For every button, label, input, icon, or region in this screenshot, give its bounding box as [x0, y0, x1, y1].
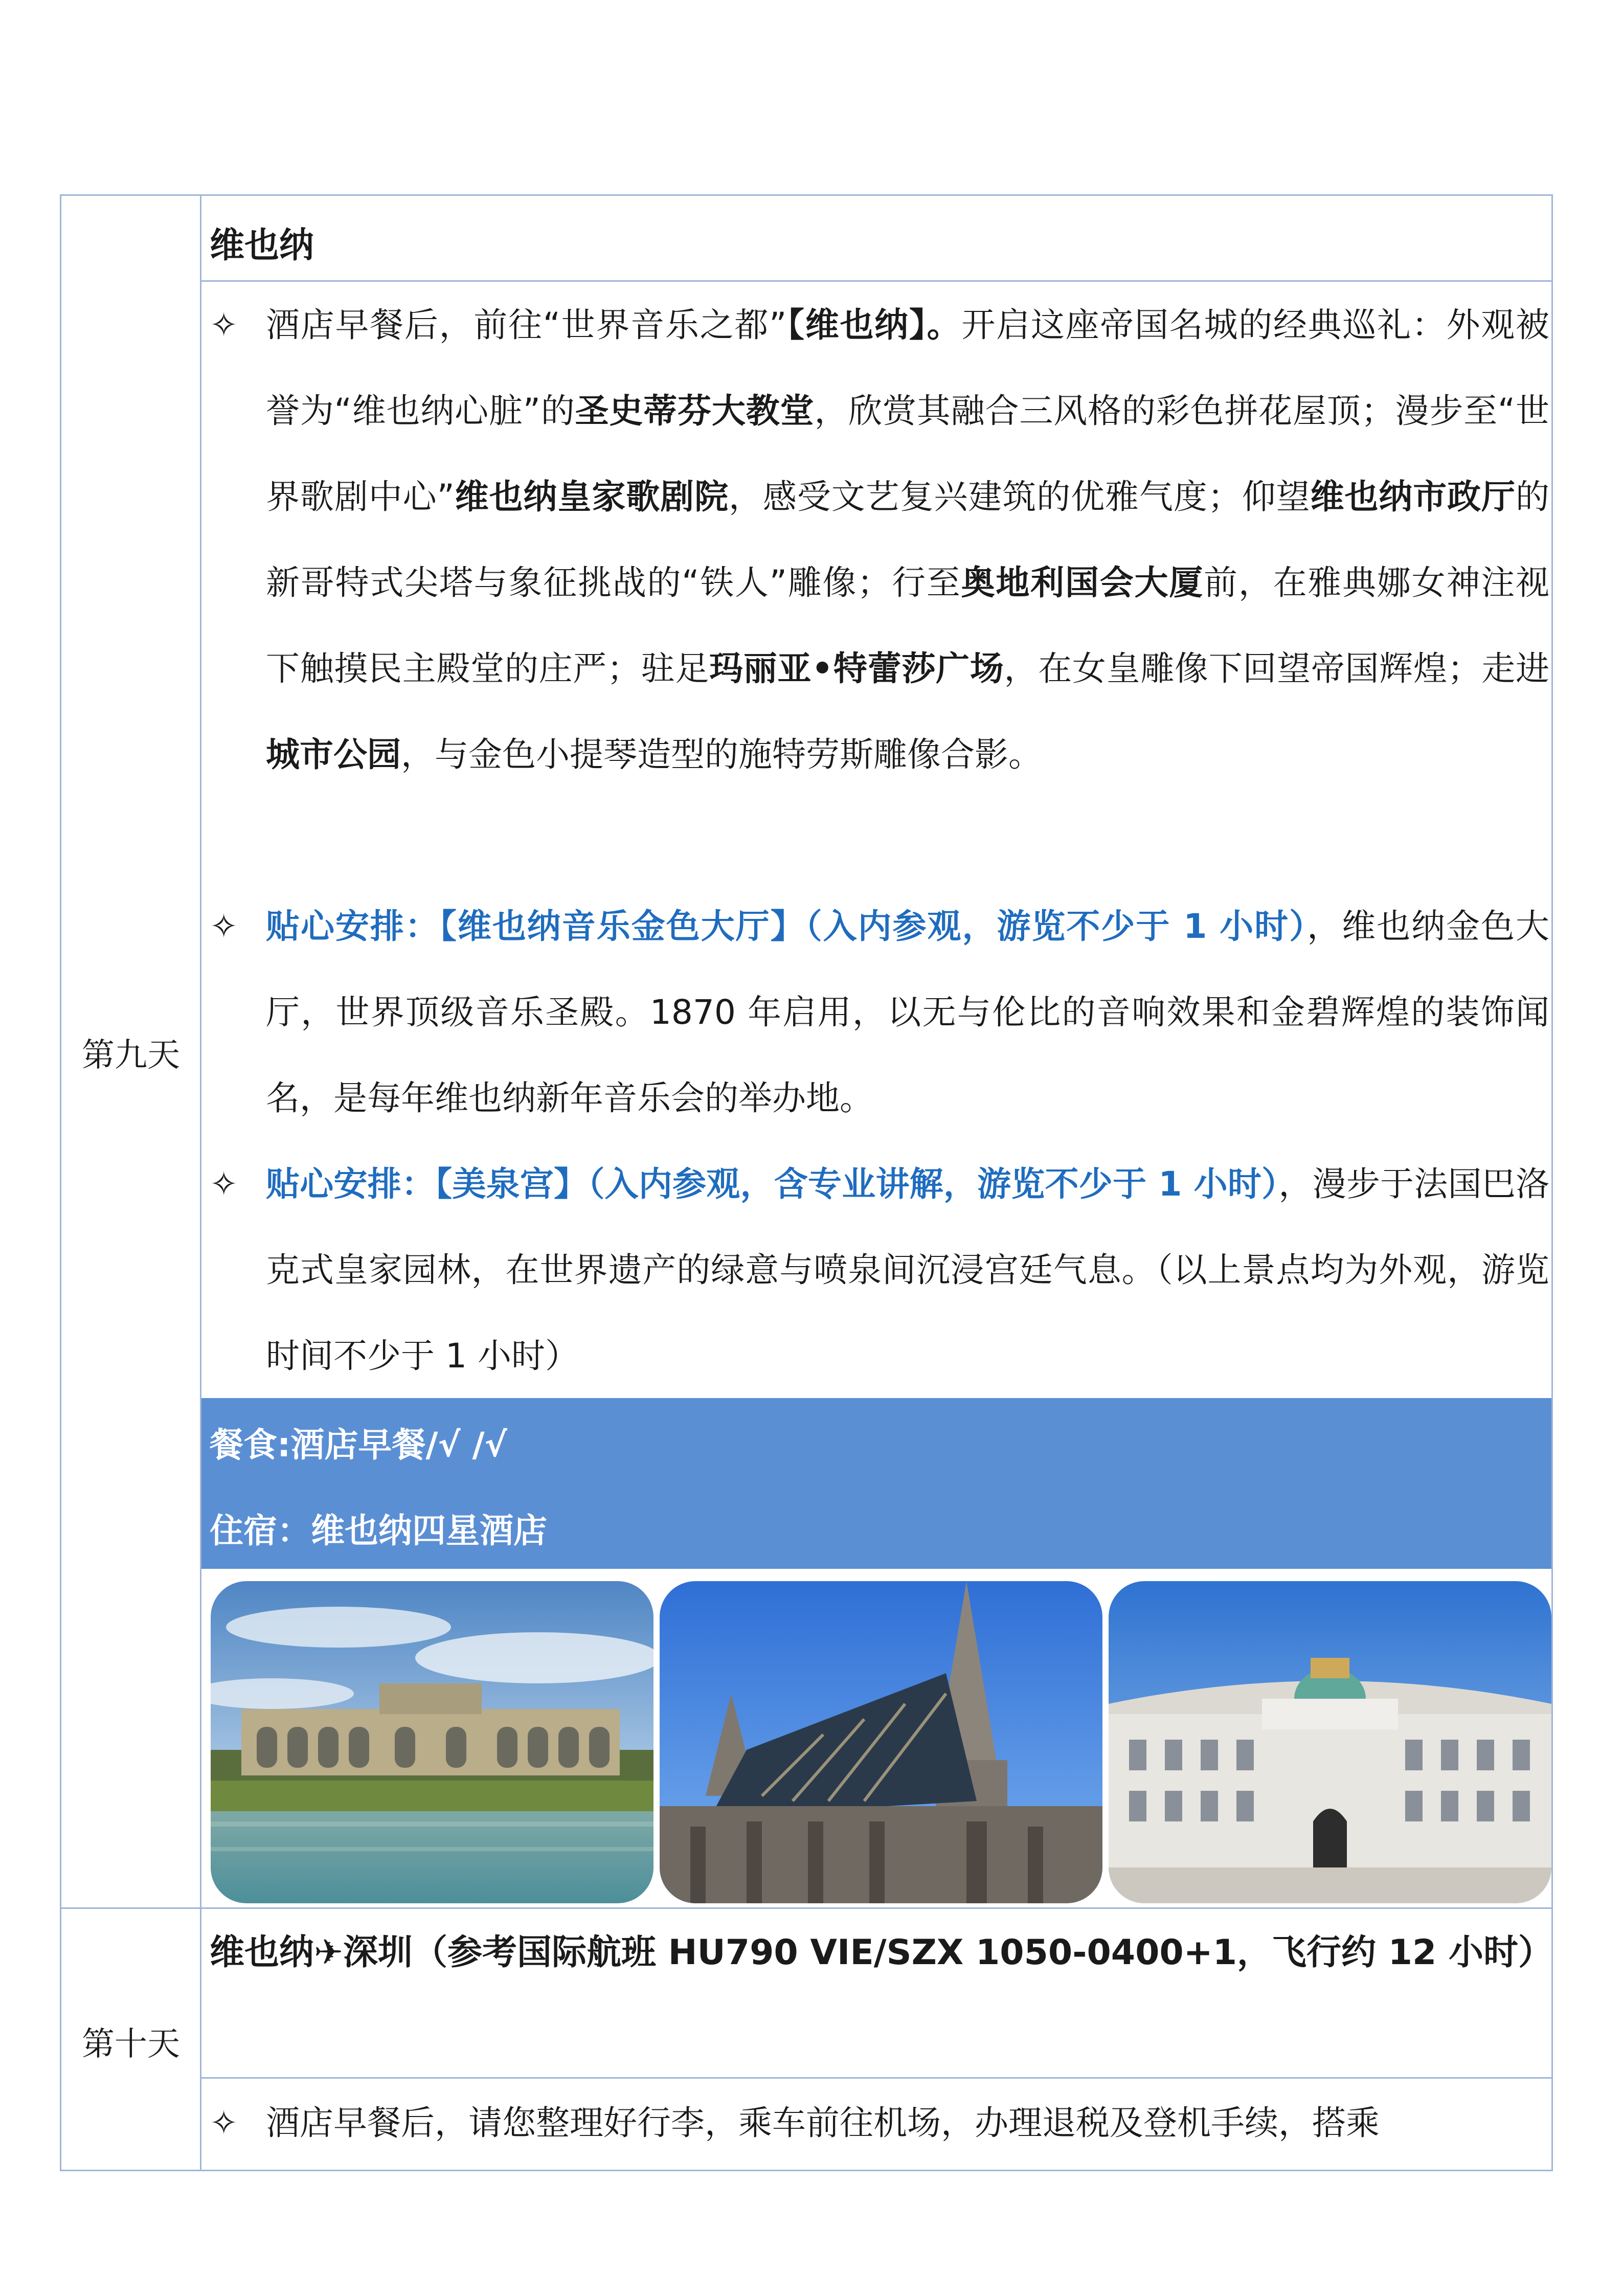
- itinerary-paragraph: [210, 2080, 1549, 2166]
- paragraph-text: 酒店早餐后，请您整理好行李，乘车前往机场，办理退税及登机手续，搭乘: [266, 2103, 1380, 2143]
- itinerary-paragraph: [210, 282, 1549, 798]
- hofburg-photo: [1109, 1581, 1551, 1903]
- row-divider: [200, 2077, 1553, 2079]
- day-divider: [60, 1907, 1553, 1909]
- cathedral-photo: [660, 1581, 1102, 1903]
- row-divider: [200, 280, 1553, 282]
- bullet-icon: ✧: [210, 305, 238, 345]
- paragraph-text: 贴心安排：【维也纳音乐金色大厅】（入内参观，游览不少于 1 小时），维也纳金色大厅，世界顶级音乐圣殿。1870 年启用，以无与伦比的音响效果和金碧辉煌的装饰闻名，是每年维也纳新年音乐会的举办地。: [266, 907, 1549, 1118]
- column-divider: [200, 194, 201, 2171]
- bullet-icon: ✧: [210, 2103, 238, 2143]
- day-title: 维也纳✈深圳（参考国际航班 HU790 VIE/SZX 1050-0400+1，飞行约 12 小时）: [210, 1932, 1553, 1973]
- day-label-10: 第十天: [82, 2025, 180, 2063]
- bullet-icon: ✧: [210, 1164, 238, 1204]
- gloriette-photo: [211, 1581, 653, 1903]
- day-label-9: 第九天: [82, 1037, 180, 1074]
- bullet-icon: ✧: [210, 907, 238, 946]
- hotel-text: 住宿：维也纳四星酒店: [210, 1511, 547, 1550]
- arrangement-paragraph: [210, 884, 1549, 1141]
- paragraph-text: 酒店早餐后，前往“世界音乐之都”【维也纳】。开启这座帝国名城的经典巡礼：外观被誉为“维也纳心脏”的圣史蒂芬大教堂，欣赏其融合三风格的彩色拼花屋顶；漫步至“世界歌剧中心”维也纳皇家歌剧院，感受文艺复兴建筑的优雅气度；仰望维也纳市政厅的新哥特式尖塔与象征挑战的“铁人”雕像；行至奥地利国会大厦前，在雅典娜女神注视下触摸民主殿堂的庄严；驻足玛丽亚•特蕾莎广场，在女皇雕像下回望帝国辉煌；走进城市公园，与金色小提琴造型的施特劳斯雕像合影。: [266, 305, 1550, 774]
- arrangement-paragraph: [210, 1141, 1549, 1399]
- meals-text: 餐食:酒店早餐/√ /√: [210, 1425, 507, 1465]
- day-title: 维也纳: [210, 226, 314, 266]
- paragraph-text: 贴心安排：【美泉宫】（入内参观，含专业讲解，游览不少于 1 小时），漫步于法国巴洛克式皇家园林，在世界遗产的绿意与喷泉间沉浸宫廷气息。（以上景点均为外观，游览时间不少于 1 小时）: [266, 1164, 1549, 1376]
